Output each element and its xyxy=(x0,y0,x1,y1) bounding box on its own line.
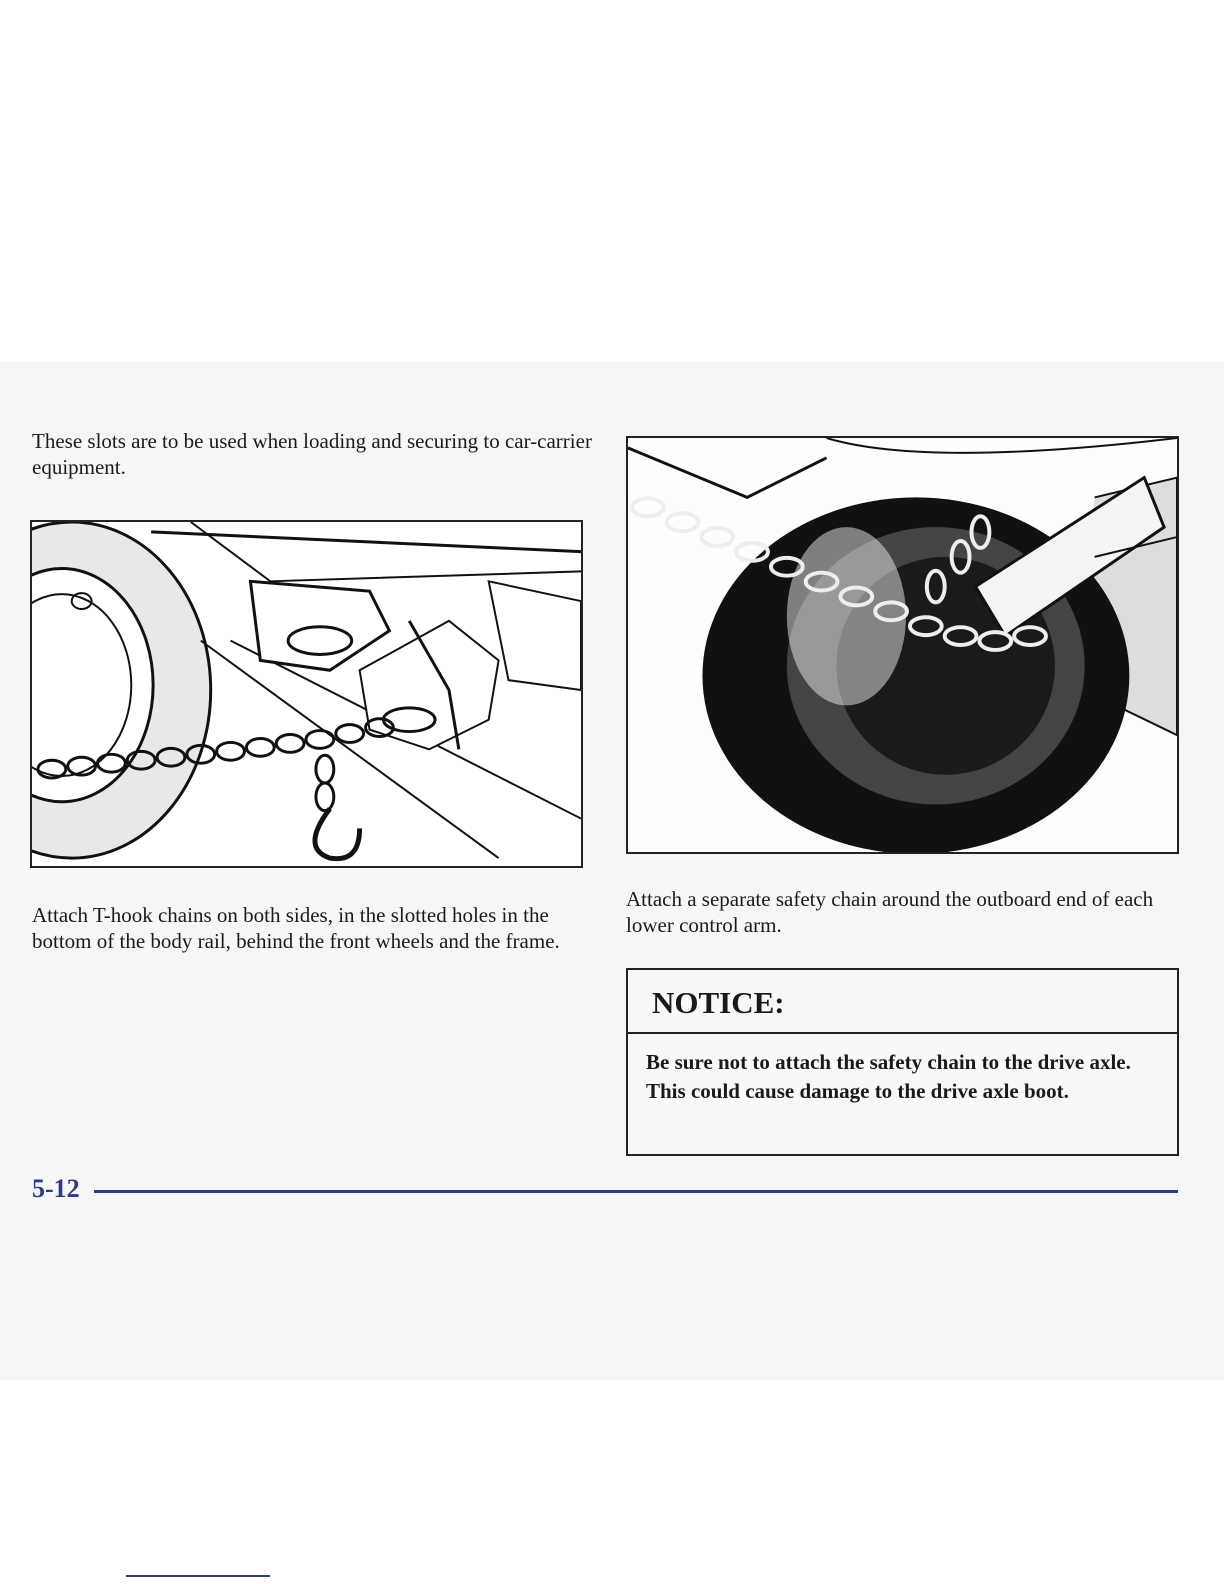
t-hook-caption: Attach T-hook chains on both sides, in the slotted holes in the bottom of the body rail, behind the front wheels and the frame. xyxy=(32,903,560,953)
control-arm-drawing xyxy=(628,438,1177,852)
notice-body: Be sure not to attach the safety chain to the drive axle. This could cause damage to the drive axle boot. xyxy=(646,1050,1131,1103)
notice-box xyxy=(626,968,1179,1156)
footer-rule xyxy=(94,1190,1178,1193)
bottom-mark xyxy=(126,1575,270,1577)
intro-paragraph: These slots are to be used when loading and securing to car-carrier equipment. xyxy=(32,429,592,479)
underbody-drawing xyxy=(32,522,581,866)
safety-chain-caption: Attach a separate safety chain around the outboard end of each lower control arm. xyxy=(626,887,1154,937)
safety-chain-illustration xyxy=(626,436,1179,854)
t-hook-chain-illustration xyxy=(30,520,583,868)
notice-heading: NOTICE: xyxy=(628,970,1177,1034)
page-number: 5-12 xyxy=(32,1174,80,1203)
